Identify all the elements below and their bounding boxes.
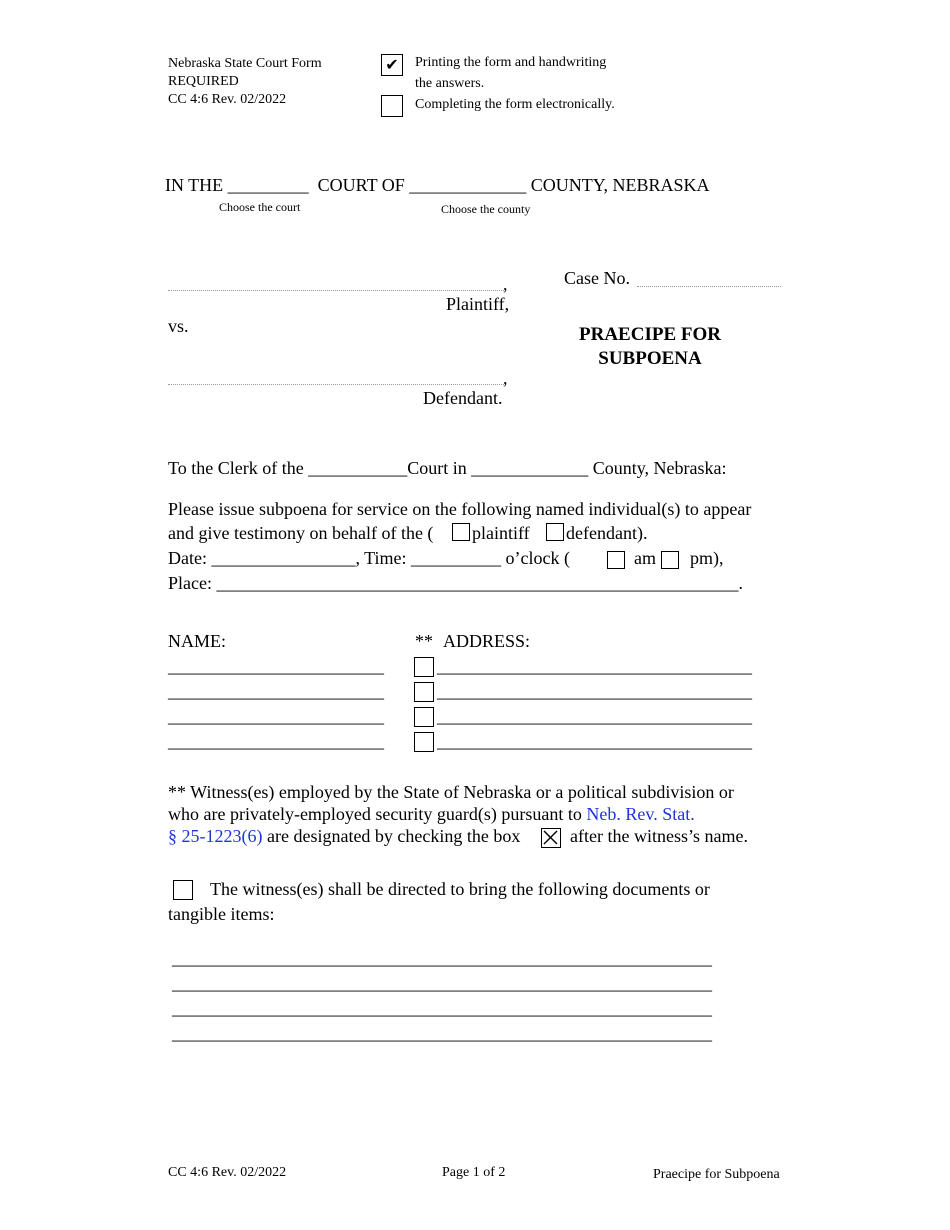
clerk-prefix: To the Clerk of the bbox=[168, 458, 304, 478]
county-blank[interactable]: _____________ bbox=[409, 175, 527, 195]
issue-line2-prefix: and give testimony on behalf of the ( bbox=[168, 523, 434, 543]
statute-link-part2[interactable]: § 25-1223(6) bbox=[168, 826, 263, 846]
case-no-field[interactable] bbox=[637, 286, 781, 287]
witness-government-checkbox[interactable] bbox=[414, 707, 434, 727]
note-line1: ** Witness(es) employed by the State of Nebraska or a political subdivision or bbox=[168, 782, 734, 802]
choose-county-hint: Choose the county bbox=[441, 202, 531, 216]
print-option-label-line2: the answers. bbox=[415, 76, 485, 91]
witness-government-checkbox[interactable] bbox=[414, 732, 434, 752]
date-blank[interactable]: ________________ bbox=[211, 548, 356, 568]
vs-label: vs. bbox=[168, 316, 189, 336]
form-id-line2: REQUIRED bbox=[168, 74, 239, 89]
clerk-line bbox=[168, 458, 727, 479]
footer-form-id: CC 4:6 Rev. 02/2022 bbox=[168, 1165, 287, 1180]
defendant-checkbox[interactable] bbox=[546, 523, 564, 541]
defendant-comma: , bbox=[503, 368, 508, 388]
check-icon: ✔ bbox=[385, 55, 399, 74]
footer-page-number: Page 1 of 2 bbox=[442, 1165, 506, 1180]
defendant-name-field[interactable] bbox=[168, 384, 504, 385]
witness-name-field[interactable]: ________________________ bbox=[168, 656, 384, 676]
witness-name-field[interactable]: ________________________ bbox=[168, 731, 384, 751]
witness-address-field[interactable]: ___________________________________ bbox=[437, 681, 752, 701]
am-label: am bbox=[634, 548, 656, 568]
document-title-line2: SUBPOENA bbox=[598, 348, 702, 369]
am-checkbox[interactable] bbox=[607, 551, 625, 569]
address-marker: ** bbox=[415, 631, 433, 651]
court-line bbox=[165, 175, 709, 196]
plaintiff-label: Plaintiff, bbox=[446, 294, 510, 314]
pm-checkbox[interactable] bbox=[661, 551, 679, 569]
plaintiff-option-label: plaintiff bbox=[472, 523, 530, 543]
plaintiff-checkbox[interactable] bbox=[452, 523, 470, 541]
place-blank[interactable]: __________________________________________________________. bbox=[216, 573, 743, 593]
document-item-line[interactable]: ____________________________________________________________ bbox=[172, 948, 712, 968]
clerk-court-in: Court in bbox=[407, 458, 467, 478]
x-mark-icon bbox=[542, 829, 559, 846]
in-the-text: IN THE bbox=[165, 175, 224, 195]
print-option-checkbox[interactable] bbox=[381, 54, 403, 76]
document-item-line[interactable]: ____________________________________________________________ bbox=[172, 998, 712, 1018]
defendant-label: Defendant. bbox=[423, 388, 503, 408]
note-line3-mid: are designated by checking the box bbox=[266, 826, 521, 846]
witness-name-field[interactable]: ________________________ bbox=[168, 706, 384, 726]
document-item-line[interactable]: ____________________________________________________________ bbox=[172, 973, 712, 993]
clerk-county-blank[interactable]: _____________ bbox=[471, 458, 589, 478]
choose-court-hint: Choose the court bbox=[219, 200, 301, 214]
issue-line1: Please issue subpoena for service on the following named individual(s) to appear bbox=[168, 499, 752, 519]
court-blank[interactable]: _________ bbox=[227, 175, 309, 195]
time-label: , Time: bbox=[355, 548, 407, 568]
case-no-label: Case No. bbox=[564, 268, 630, 288]
electronic-option-checkbox[interactable] bbox=[381, 95, 403, 117]
note-line2-prefix: who are privately-employed security guard(s) pursuant to bbox=[168, 804, 582, 824]
clerk-suffix: County, Nebraska: bbox=[592, 458, 727, 478]
witness-address-field[interactable]: ___________________________________ bbox=[437, 731, 752, 751]
note-line2 bbox=[168, 804, 695, 825]
form-id-line3: CC 4:6 Rev. 02/2022 bbox=[168, 92, 287, 107]
bring-documents-checkbox[interactable] bbox=[173, 880, 193, 900]
witness-address-field[interactable]: ___________________________________ bbox=[437, 706, 752, 726]
county-nebraska-text: COUNTY, NEBRASKA bbox=[530, 175, 710, 195]
documents-line1: The witness(es) shall be directed to bring the following documents or bbox=[210, 879, 710, 899]
footer-title: Praecipe for Subpoena bbox=[653, 1167, 780, 1182]
court-of-text: COURT OF bbox=[317, 175, 405, 195]
issue-line2 bbox=[168, 523, 433, 544]
statute-link-part1[interactable]: Neb. Rev. Stat. bbox=[586, 804, 695, 824]
witness-address-field[interactable]: ___________________________________ bbox=[437, 656, 752, 676]
date-time-line bbox=[168, 548, 570, 569]
note-line3-suffix: after the witness’s name. bbox=[570, 826, 748, 846]
document-item-line[interactable]: ____________________________________________________________ bbox=[172, 1023, 712, 1043]
plaintiff-name-field[interactable] bbox=[168, 290, 504, 291]
pm-label: pm), bbox=[690, 548, 724, 568]
note-line3 bbox=[168, 826, 520, 847]
plaintiff-comma: , bbox=[503, 274, 508, 294]
oclock-text: o’clock ( bbox=[505, 548, 570, 568]
address-header: ADDRESS: bbox=[443, 631, 531, 651]
place-label: Place: bbox=[168, 573, 212, 593]
print-option-label-line1: Printing the form and handwriting bbox=[415, 55, 607, 70]
electronic-option-label: Completing the form electronically. bbox=[415, 97, 615, 112]
name-header: NAME: bbox=[168, 631, 226, 651]
clerk-court-blank[interactable]: ___________ bbox=[308, 458, 408, 478]
form-id-line1: Nebraska State Court Form bbox=[168, 56, 322, 71]
witness-government-checkbox[interactable] bbox=[414, 682, 434, 702]
defendant-option-label: defendant). bbox=[566, 523, 648, 543]
witness-name-field[interactable]: ________________________ bbox=[168, 681, 384, 701]
document-title-line1: PRAECIPE FOR bbox=[579, 324, 721, 345]
example-checked-box bbox=[541, 828, 561, 848]
place-line bbox=[168, 573, 743, 594]
time-blank[interactable]: __________ bbox=[411, 548, 502, 568]
date-label: Date: bbox=[168, 548, 207, 568]
documents-line2: tangible items: bbox=[168, 904, 275, 924]
witness-government-checkbox[interactable] bbox=[414, 657, 434, 677]
